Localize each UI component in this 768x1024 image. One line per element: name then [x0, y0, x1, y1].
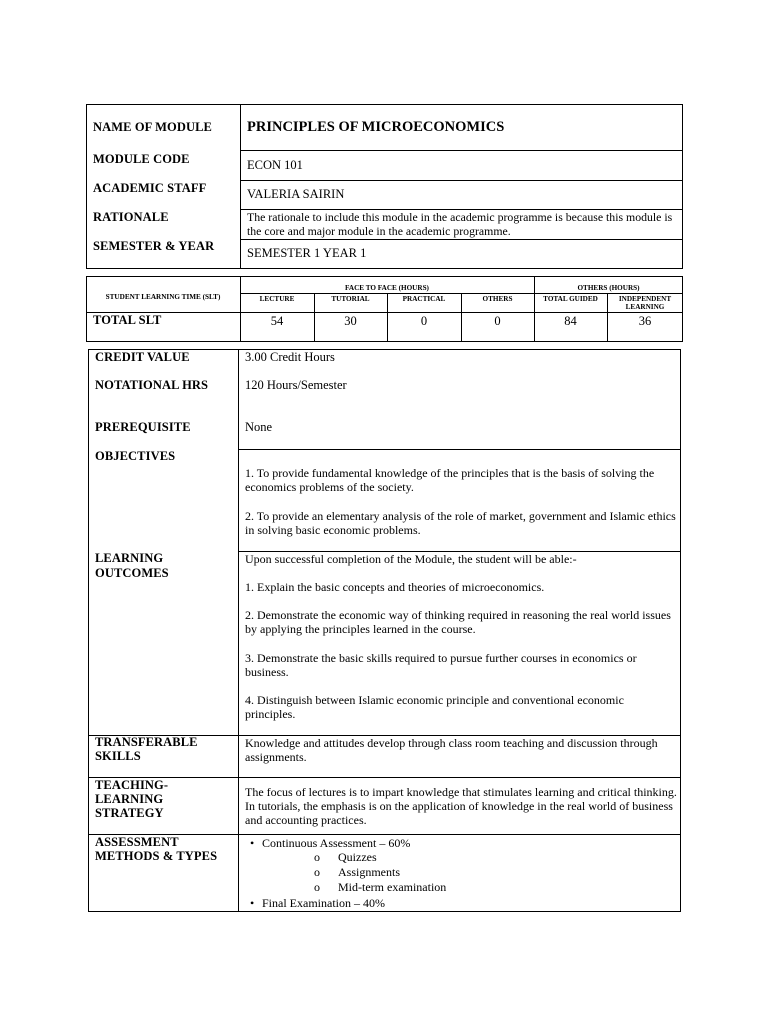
objectives-label: OBJECTIVES	[95, 449, 176, 463]
sub-item-midterm: Mid-term examination	[338, 880, 447, 894]
credit-value-label: CREDIT VALUE	[95, 350, 190, 364]
sub-item-assignments: Assignments	[338, 865, 401, 879]
module-name: PRINCIPLES OF MICROECONOMICS	[247, 119, 505, 135]
academic-staff: VALERIA SAIRIN	[247, 187, 345, 201]
total-slt-label: TOTAL SLT	[93, 313, 162, 327]
learning-outcomes-label-line1: LEARNING	[95, 551, 164, 565]
value-practical: 0	[420, 314, 428, 328]
continuous-assessment: Continuous Assessment – 60%	[262, 836, 411, 850]
outcome-4: 4. Distinguish between Islamic economic principle and conventional economic principles.	[245, 693, 624, 722]
face-to-face-header: FACE TO FACE (HOURS)	[345, 284, 429, 292]
notational-hrs: 120 Hours/Semester	[245, 378, 347, 392]
learning-outcomes-label-line2: OUTCOMES	[95, 566, 169, 580]
value-others: 0	[494, 314, 501, 328]
rationale-text: The rationale to include this module in the academic programme is because this module is the core and major module in the academic programme.	[247, 210, 673, 238]
bullet-icon: •	[250, 896, 255, 910]
value-independent-learning: 36	[638, 314, 652, 328]
outcome-2: 2. Demonstrate the economic way of thinking required in reasoning the real world issues by applying the principles learned in the course.	[245, 608, 671, 637]
bullet-icon: •	[250, 836, 255, 850]
slt-title: STUDENT LEARNING TIME (SLT)	[105, 293, 221, 301]
col-total-guided: TOTAL GUIDED	[543, 295, 598, 303]
transferable-skills: Knowledge and attitudes develop through class room teaching and discussion through assignments.	[245, 736, 658, 765]
teaching-strategy-label-line2: LEARNING	[95, 792, 164, 806]
outcome-1: 1. Explain the basic concepts and theories of microeconomics.	[245, 580, 545, 594]
value-tutorial: 30	[344, 314, 357, 328]
module-code-label: MODULE CODE	[93, 152, 190, 166]
semester-year: SEMESTER 1 YEAR 1	[247, 246, 367, 260]
outcomes-intro: Upon successful completion of the Module, the student will be able:-	[245, 552, 577, 566]
prerequisite-label: PREREQUISITE	[95, 420, 191, 434]
value-total-guided: 84	[564, 314, 577, 328]
name-of-module-label: NAME OF MODULE	[93, 120, 212, 134]
rationale-label: RATIONALE	[93, 210, 169, 224]
col-tutorial: TUTORIAL	[331, 295, 370, 303]
objective-1: 1. To provide fundamental knowledge of the principles that is the basis of solving the economics problems of the society.	[245, 466, 655, 495]
teaching-strategy: The focus of lectures is to impart knowledge that stimulates learning and critical thinking. In tutorials, the emphasis is on the application of knowledge in the real world of business and accounting practices.	[245, 785, 677, 828]
assessment-label-line1: ASSESSMENT	[95, 835, 179, 849]
module-code: ECON 101	[247, 158, 303, 172]
teaching-strategy-label-line3: STRATEGY	[95, 806, 164, 820]
col-practical: PRACTICAL	[402, 295, 446, 303]
academic-staff-label: ACADEMIC STAFF	[93, 181, 207, 195]
col-others: OTHERS	[482, 295, 513, 303]
final-examination: Final Examination – 40%	[262, 896, 385, 910]
col-independent-learning: INDEPENDENT LEARNING	[618, 295, 672, 311]
value-lecture: 54	[270, 314, 284, 328]
sub-item-quizzes: Quizzes	[338, 850, 377, 864]
transferable-skills-label-line2: SKILLS	[95, 749, 141, 763]
module-info-divider	[240, 104, 241, 269]
col-lecture: LECTURE	[259, 295, 295, 303]
credit-value: 3.00 Credit Hours	[245, 350, 335, 364]
notational-hrs-label: NOTATIONAL HRS	[95, 378, 209, 392]
others-hours-header: OTHERS (HOURS)	[577, 284, 640, 292]
circle-bullet-icon: o	[314, 850, 320, 864]
teaching-strategy-label-line1: TEACHING-	[95, 778, 169, 792]
prerequisite: None	[245, 420, 273, 434]
outcome-3: 3. Demonstrate the basic skills required to pursue further courses in economics or business.	[245, 651, 637, 680]
circle-bullet-icon: o	[314, 865, 320, 879]
transferable-skills-label-line1: TRANSFERABLE	[95, 735, 198, 749]
semester-year-label: SEMESTER & YEAR	[93, 239, 215, 253]
assessment-label-line2: METHODS & TYPES	[95, 849, 218, 863]
objective-2: 2. To provide an elementary analysis of the role of market, government and Islamic ethics in solving basic economic problems.	[245, 509, 676, 538]
circle-bullet-icon: o	[314, 880, 320, 894]
